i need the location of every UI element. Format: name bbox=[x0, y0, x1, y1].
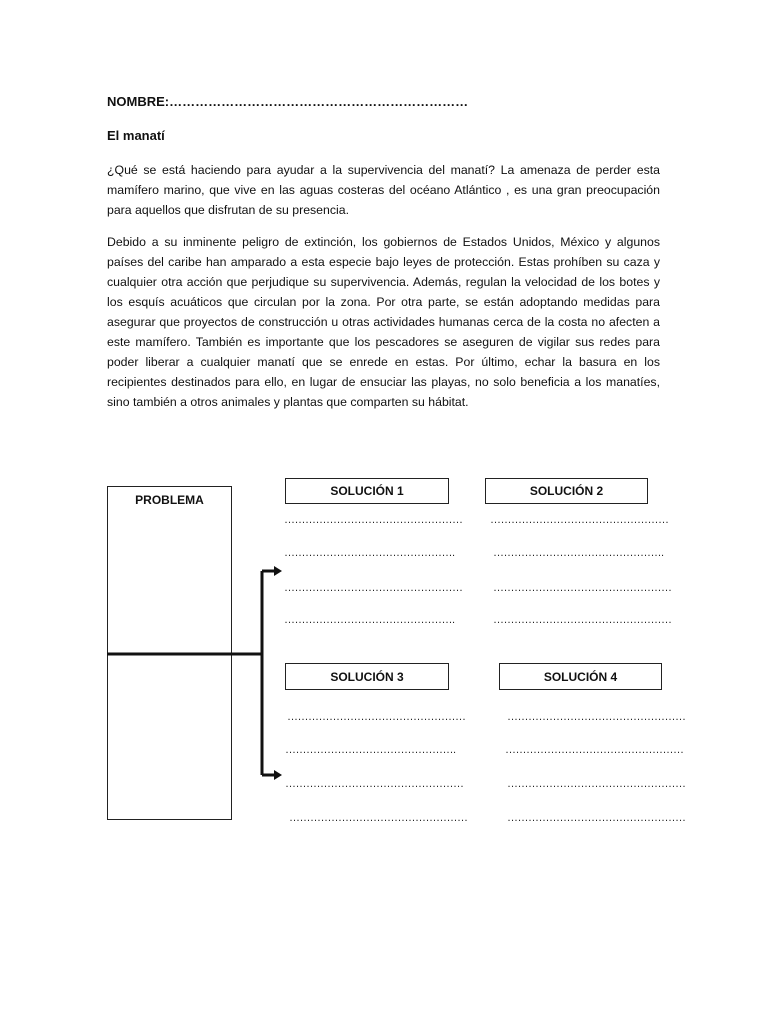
solution-1-box bbox=[285, 478, 449, 504]
answer-line[interactable]: …………………………………………. bbox=[284, 614, 455, 626]
answer-line[interactable]: …………………………………………… bbox=[285, 778, 464, 790]
answer-line[interactable]: …………………………………………… bbox=[284, 582, 463, 594]
solution-4-label: SOLUCIÓN 4 bbox=[543, 669, 618, 684]
answer-line[interactable]: …………………………………………. bbox=[285, 744, 456, 756]
arrow-top-head-icon bbox=[274, 566, 282, 576]
answer-line[interactable]: …………………………………………. bbox=[493, 547, 664, 559]
page-title: El manatí bbox=[107, 128, 165, 143]
answer-line[interactable]: …………………………………………… bbox=[284, 514, 463, 526]
answer-line[interactable]: …………………………………………… bbox=[287, 711, 466, 723]
answer-line[interactable]: …………………………………………… bbox=[289, 812, 468, 824]
answer-line[interactable]: …………………………………………… bbox=[490, 514, 669, 526]
answer-line[interactable]: …………………………………………… bbox=[493, 582, 672, 594]
solution-2-box bbox=[485, 478, 648, 504]
paragraph-intro: ¿Qué se está haciendo para ayudar a la supervivencia del manatí? La amenaza de perder esta mamífero marino, que vive en las aguas costeras del océano Atlántico , es una gran preocupación para aquellos que disfrutan de su presencia. bbox=[107, 163, 660, 217]
answer-line[interactable]: …………………………………………… bbox=[493, 614, 672, 626]
answer-line[interactable]: …………………………………………… bbox=[507, 711, 686, 723]
solution-3-label: SOLUCIÓN 3 bbox=[330, 669, 404, 684]
paragraph-body: Debido a su inminente peligro de extinción, los gobiernos de Estados Unidos, México y algunos países del caribe han amparado a esta especie bajo leyes de protección. Estas prohíben su caza y cualquier otra acción que perjudique su supervivencia. Además, regulan la velocidad de los botes y los esquís acuáticos que circulan por la zona. Por otra parte, se están adoptando medidas para asegurar que proyectos de construcción u otras actividades humanas cerca de la costa no afecten a este mamífero. También es importante que los pescadores se aseguren de vigilar sus redes para poder liberar a cualquier manatí que se enrede en estas. Por último, echar la basura en los recipientes destinados para ello, en lugar de ensuciar las playas, no solo beneficia a los manatíes, sino también a otros animales y plantas que comparten su hábitat. bbox=[107, 235, 660, 409]
solution-3-box bbox=[285, 663, 449, 690]
answer-line[interactable]: …………………………………………… bbox=[505, 744, 684, 756]
answer-line[interactable]: …………………………………………… bbox=[507, 812, 686, 824]
solution-2-label: SOLUCIÓN 2 bbox=[529, 484, 604, 498]
solution-4-box bbox=[499, 663, 662, 690]
problem-label: PROBLEMA bbox=[135, 493, 204, 507]
name-field-label: NOMBRE:…………………………………………………………… bbox=[107, 94, 469, 109]
solution-1-label: SOLUCIÓN 1 bbox=[330, 484, 404, 498]
answer-line[interactable]: …………………………………………… bbox=[507, 778, 686, 790]
arrow-bottom-head-icon bbox=[274, 770, 282, 780]
answer-line[interactable]: …………………………………………. bbox=[284, 547, 455, 559]
